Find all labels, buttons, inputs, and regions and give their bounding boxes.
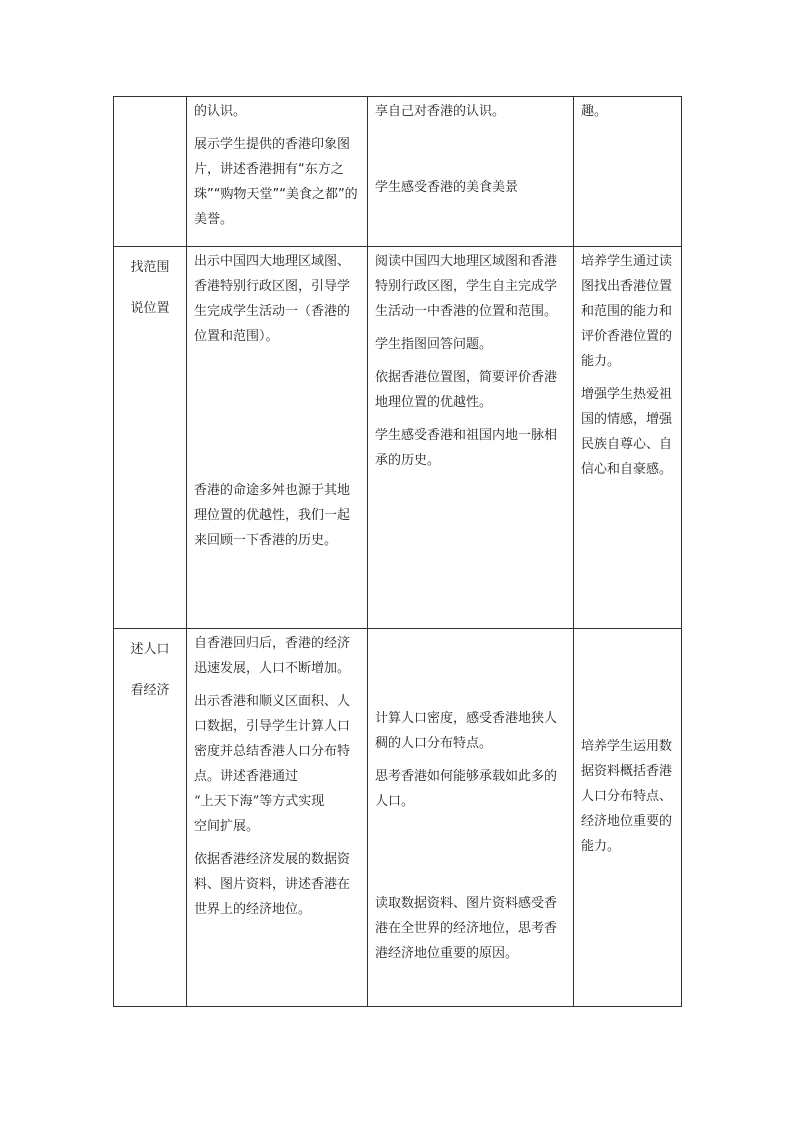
student-text: 阅读中国四大地理区域图和香港特别行政区图，学生自主完成学生活动一中香港的位置和范围。: [375, 254, 558, 319]
teacher-activity-cell: [187, 629, 368, 1007]
design-intent-cell: [574, 629, 682, 1007]
teacher-text: 出示香港和顺义区面积、人口数据，引导学生计算人口密度并总结香港人口分布特点。讲述香港通过: [194, 694, 351, 784]
design-intent-cell: [574, 97, 682, 247]
teacher-text: 依据香港经济发展的数据资料、图片资料，讲述香港在世界上的经济地位。: [194, 852, 351, 917]
topic-cell: [114, 629, 187, 1007]
student-activity-cell: [368, 247, 574, 629]
intent-text: 趣。: [581, 104, 608, 119]
topic-cell: [114, 97, 187, 247]
teacher-text: 出示中国四大地理区域图、香港特别行政区图，引导学生完成学生活动一（香港的位置和范围）。: [194, 254, 351, 344]
teacher-text: 自香港回归后，香港的经济迅速发展，人口不断增加。: [194, 636, 351, 676]
student-text: 读取数据资料、图片资料感受香港在全世界的经济地位，思考香港经济地位重要的原因。: [375, 896, 558, 961]
student-activity-cell: [368, 97, 574, 247]
teacher-text: 展示学生提供的香港印象图片，讲述香港拥有“东方之珠”“购物天堂”“美食之都”的美誉。: [194, 137, 358, 227]
student-activity-cell: [368, 629, 574, 1007]
teacher-text: “上天下海”等方式实现: [194, 794, 325, 809]
table-row: [114, 97, 682, 247]
student-text: 依据香港位置图，简要评价香港地理位置的优越性。: [375, 370, 558, 410]
student-text: 思考香港如何能够承载如此多的人口。: [375, 769, 558, 809]
teacher-activity-cell: [187, 97, 368, 247]
student-text: 学生感受香港和祖国内地一脉相承的历史。: [375, 428, 558, 468]
teacher-text: 香港的命途多舛也源于其地理位置的优越性，我们一起来回顾一下香港的历史。: [194, 483, 351, 548]
student-text: 学生感受香港的美食美景: [375, 180, 519, 195]
student-text: 计算人口密度，感受香港地狭人稠的人口分布特点。: [375, 711, 558, 751]
teacher-text: 空间扩展。: [194, 819, 260, 834]
topic-label: 述人口: [130, 642, 170, 657]
design-intent-cell: [574, 247, 682, 629]
teacher-activity-cell: [187, 247, 368, 629]
intent-text: 培养学生运用数据资料概括香港人口分布特点、经济地位重要的能力。: [581, 739, 673, 854]
intent-text: 增强学生热爱祖国的情感，增强民族自尊心、自信心和自豪感。: [581, 387, 673, 477]
student-text: 享自己对香港的认识。: [375, 104, 506, 119]
table-row: [114, 247, 682, 629]
lesson-plan-table: [113, 96, 682, 1007]
table-row: [114, 629, 682, 1007]
topic-label: 说位置: [130, 301, 170, 316]
teacher-text: 的认识。: [194, 104, 247, 119]
topic-label: 看经济: [130, 683, 170, 698]
topic-cell: [114, 247, 187, 629]
intent-text: 培养学生通过读图找出香港位置和范围的能力和评价香港位置的能力。: [581, 254, 673, 369]
topic-label: 找范围: [130, 260, 170, 275]
student-text: 学生指图回答问题。: [375, 337, 493, 352]
